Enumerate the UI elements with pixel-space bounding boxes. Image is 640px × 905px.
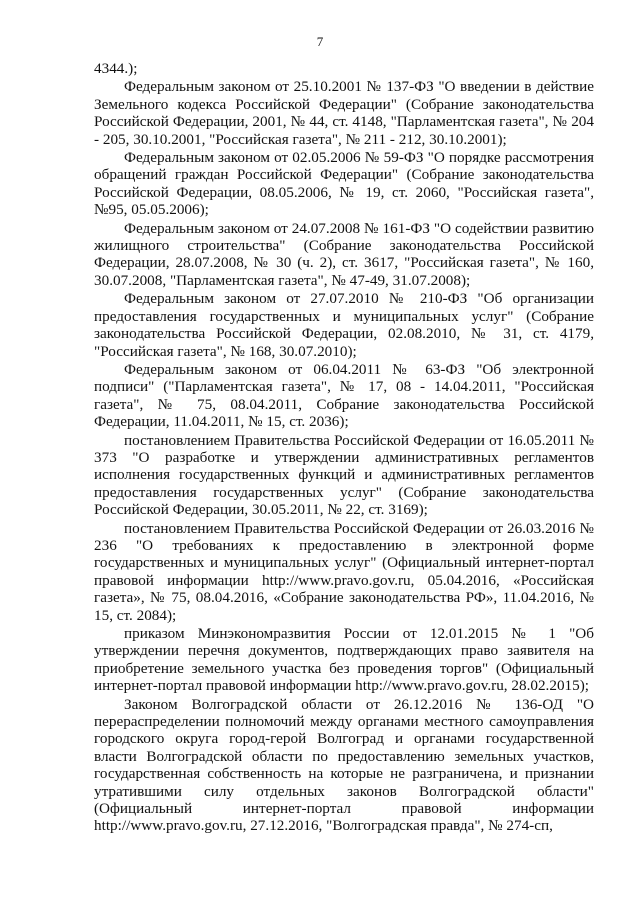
paragraph-resolution-373: постановлением Правительства Российской Федерации от 16.05.2011 № 373 "О разработке и утверждении административных регламентов исполнения государственных функций и административных регламентов предоставления государственных услуг" (Собрание законодательства Российской Федерации, 30.05.2011, № 22, ст. 3169); (94, 431, 594, 519)
paragraph-law-59-fz: Федеральным законом от 02.05.2006 № 59-ФЗ "О порядке рассмотрения обращений граждан Российской Федерации" (Собрание законодательства Российской Федерации, 08.05.2006, № 19, ст. 2060, "Российская газета", №95, 05.05.2006); (94, 149, 594, 219)
document-body (94, 60, 594, 835)
paragraph-law-136-od: Законом Волгоградской области от 26.12.2016 № 136-ОД "О перераспределении полномочий между органами местного самоуправления городского округа город-герой Волгоград и органами государственной власти Волгоградской области по предоставлению земельных участков, государственная собственность на которые не разграничена, и признании утратившими силу отдельных законов Волгоградской области" (Официальный интернет-портал правовой информации http://www.pravo.gov.ru, 27.12.2016, "Волгоградская правда", № 274-сп, (94, 695, 594, 835)
paragraph-law-161-fz: Федеральным законом от 24.07.2008 № 161-ФЗ "О содействии развитию жилищного строительства" (Собрание законодательства Российской Федерации, 28.07.2008, № 30 (ч. 2), ст. 3617, "Российская газета", № 160, 30.07.2008, "Парламентская газета", № 47-49, 31.07.2008); (94, 219, 594, 289)
paragraph-order-1: приказом Минэкономразвития России от 12.01.2015 № 1 "Об утверждении перечня документов, подтверждающих право заявителя на приобретение земельного участка без проведения торгов" (Официальный интернет-портал правовой информации http://www.pravo.gov.ru, 28.02.2015); (94, 625, 594, 695)
paragraph-law-137-fz: Федеральным законом от 25.10.2001 № 137-ФЗ "О введении в действие Земельного кодекса Российской Федерации" (Собрание законодательства Российской Федерации, 2001, № 44, ст. 4148, "Парламентская газета", № 204 - 205, 30.10.2001, "Российская газета", № 211 - 212, 30.10.2001); (94, 78, 594, 148)
paragraph-law-63-fz: Федеральным законом от 06.04.2011 № 63-ФЗ "Об электронной подписи" ("Парламентская газета", № 17, 08 - 14.04.2011, "Российская газета", № 75, 08.04.2011, Собрание законодательства Российской Федерации, 11.04.2011, № 15, ст. 2036); (94, 360, 594, 431)
paragraph-continuation: 4344.); (94, 60, 138, 77)
paragraph-law-210-fz: Федеральным законом от 27.07.2010 № 210-ФЗ "Об организации предоставления государственных и муниципальных услуг" (Собрание законодательства Российской Федерации, 02.08.2010, № 31, ст. 4179, "Российская газета", № 168, 30.07.2010); (94, 290, 594, 360)
page-number: 7 (316, 34, 324, 49)
paragraph-resolution-236: постановлением Правительства Российской Федерации от 26.03.2016 № 236 "О требованиях к предоставлению в электронной форме государственных и муниципальных услуг" (Официальный интернет-портал правовой информации http://www.pravo.gov.ru, 05.04.2016, «Российская газета», № 75, 08.04.2016, «Собрание законодательства РФ», 11.04.2016, № 15, ст. 2084); (94, 519, 594, 624)
